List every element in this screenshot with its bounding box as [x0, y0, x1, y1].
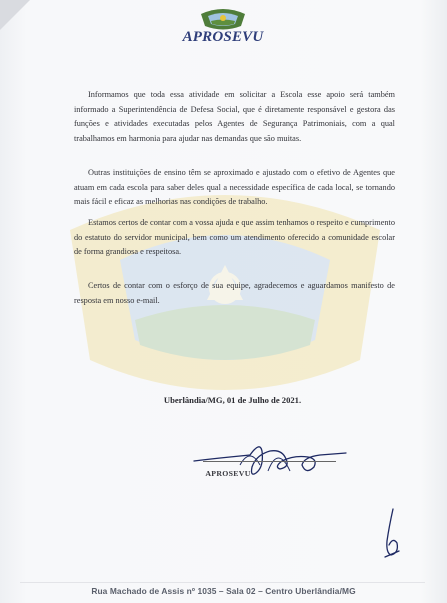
emblem-icon: [199, 6, 247, 30]
paragraph-3: Estamos certos de contar com a vossa ajuda e que assim tenhamos o respeito e cumprimento do estatuto do servidor municipal, bem como um atendimento oferecido a comunidade escolar de forma grandiosa e respeitosa.: [74, 218, 395, 257]
date-line: Uberlândia/MG, 01 de Julho de 2021.: [163, 395, 302, 405]
paragraph-1: Informamos que toda essa atividade em solicitar a Escola esse apoio será também informado a Superintendência de Defesa Social, que é diretamente responsável e gestora das funções e atividades executadas pelos Agentes de Segurança Patrimoniais, com a qual trabalhamos em harmonia para ajudar nas demandas que são muitas.: [74, 90, 395, 143]
paragraph-4: Certos de contar com o esforço de sua equipe, agradecemos e aguardamos manifesto de resposta em nosso e-mail.: [74, 281, 395, 305]
organization-logo-text: APROSEVU: [182, 29, 264, 45]
paragraph-2: Outras instituições de ensino têm se aproximado e ajustado com o efetivo de Agentes que atuam em cada escola para saber deles qual a necessidade específica de cada local, se tornando mais fácil e eficaz as melhorias nas condições de trabalho.: [74, 168, 395, 207]
signer-name: APROSEVU: [205, 469, 251, 478]
footer-divider: [20, 582, 425, 583]
handwritten-initials: [381, 507, 403, 559]
page-corner-fold: [0, 0, 30, 30]
signature-line: [203, 461, 336, 462]
footer-address: Rua Machado de Assis nº 1035 – Sala 02 – Centro Uberlândia/MG: [91, 586, 356, 596]
letterhead: [170, 6, 276, 46]
